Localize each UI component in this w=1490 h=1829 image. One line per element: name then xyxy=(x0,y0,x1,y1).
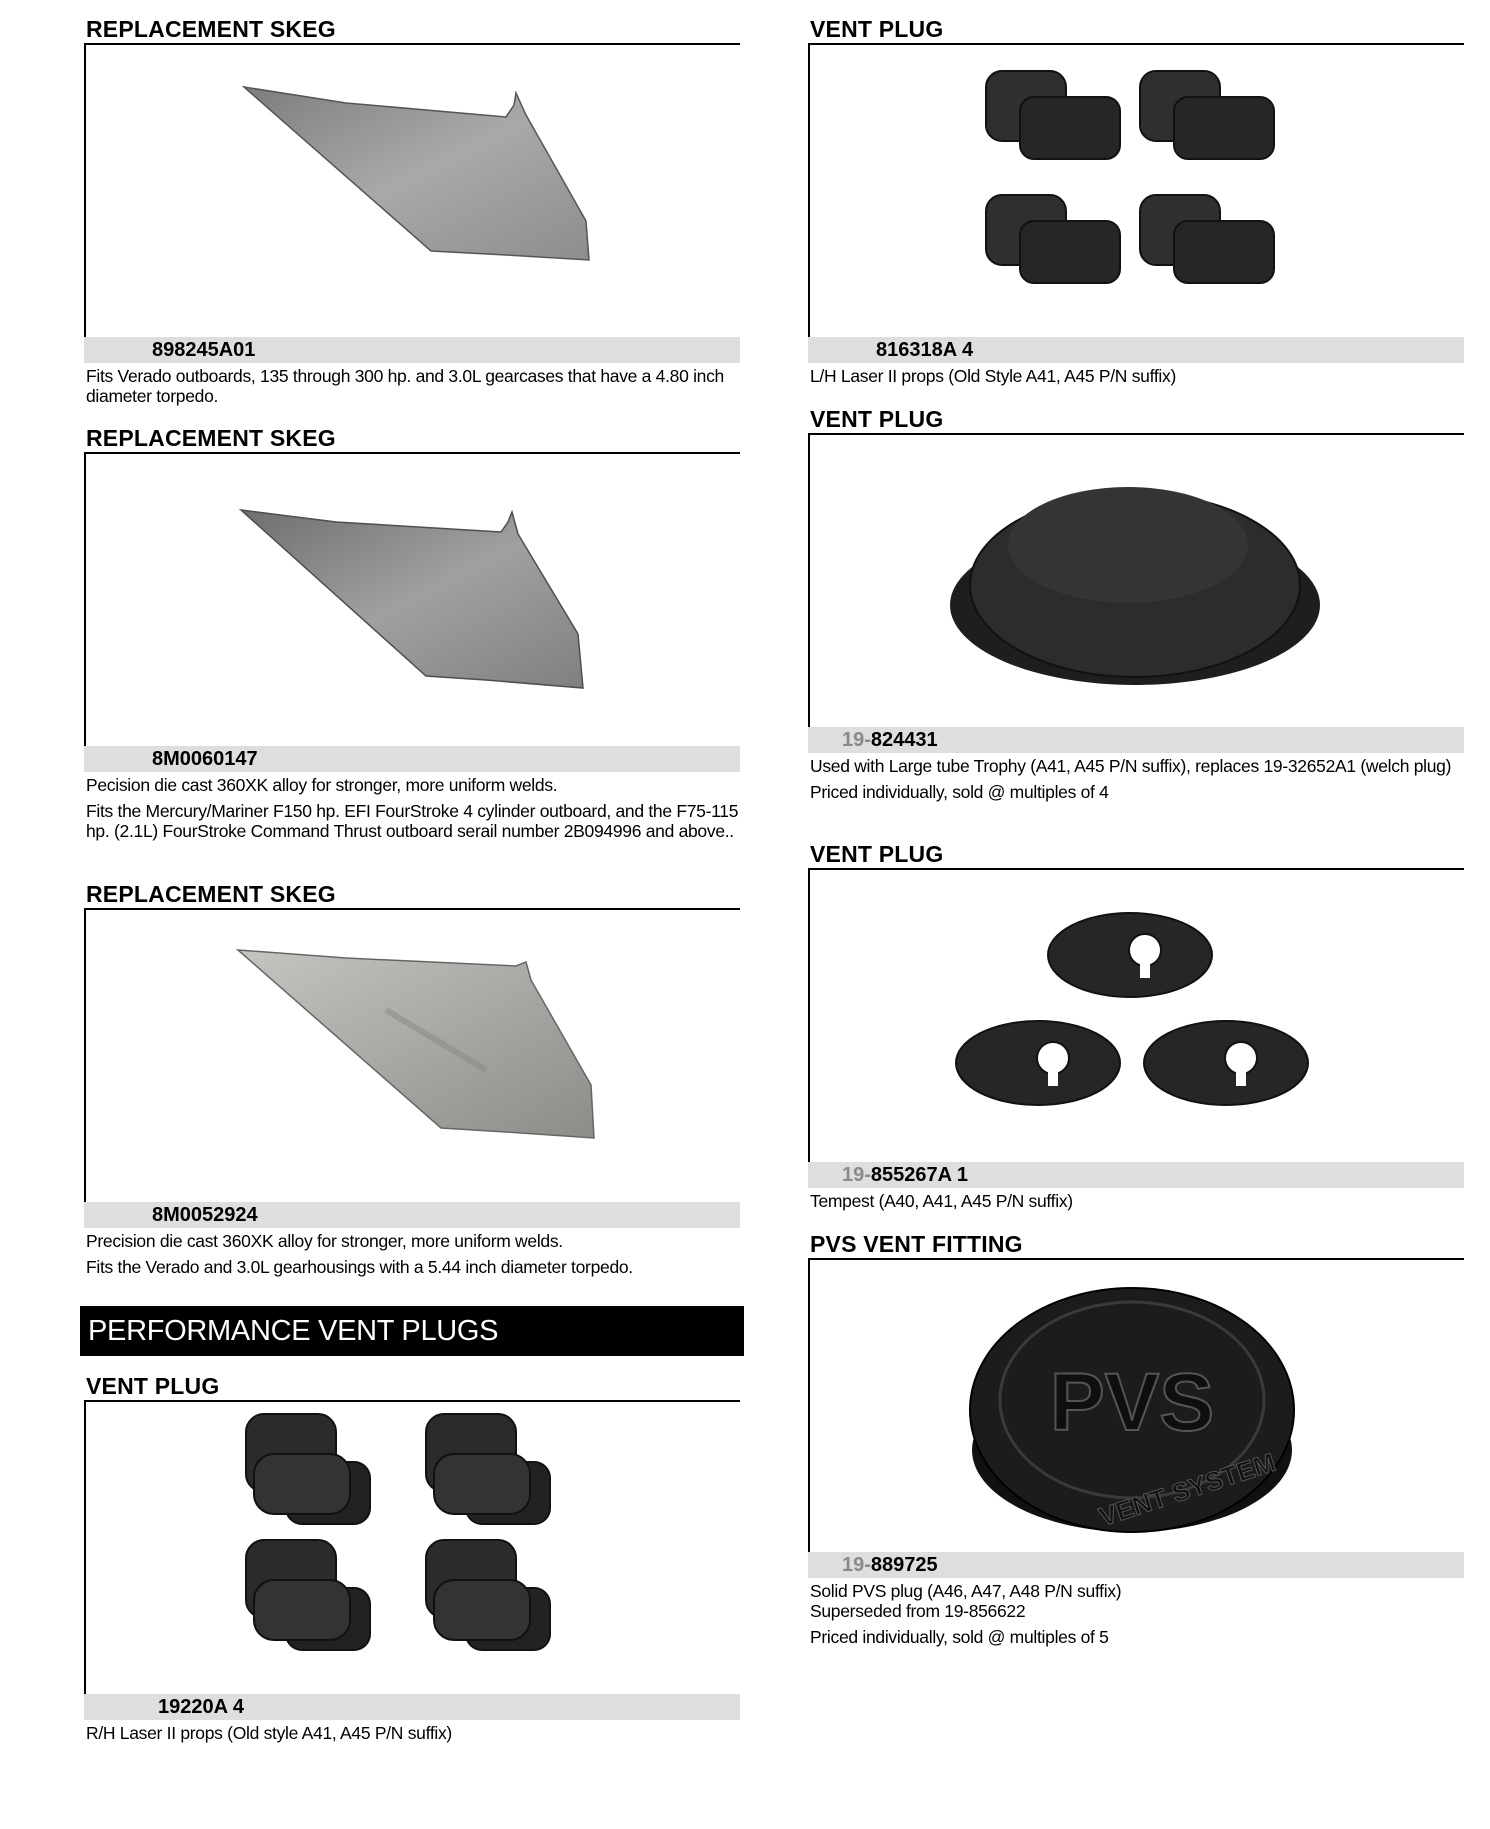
description-line: Tempest (A40, A41, A45 P/N suffix) xyxy=(810,1191,1073,1211)
part-number-bar xyxy=(84,1202,740,1228)
part-number: 19220A 4 xyxy=(158,1696,244,1718)
product-replacement-skeg-3 xyxy=(84,880,740,1283)
product-pvs-vent-fitting xyxy=(808,1230,1464,1653)
product-description xyxy=(84,1231,740,1277)
part-number: 855267A 1 xyxy=(870,1164,969,1186)
vent-plug-set-image xyxy=(810,45,1464,337)
product-title: VENT PLUG xyxy=(808,840,1464,870)
product-replacement-skeg-1 xyxy=(84,15,740,412)
product-image-frame xyxy=(84,45,740,337)
product-image-frame xyxy=(808,435,1464,727)
part-number-prefix: 19- xyxy=(842,1554,871,1576)
product-replacement-skeg-2 xyxy=(84,424,740,847)
product-vent-plug-4 xyxy=(808,840,1464,1217)
description-line: Fits the Verado and 3.0L gearhousings with a 5.44 inch diameter torpedo. xyxy=(86,1257,633,1277)
section-banner: PERFORMANCE VENT PLUGS xyxy=(80,1306,744,1356)
tempest-vent-plug-set-image xyxy=(810,870,1464,1162)
product-title: VENT PLUG xyxy=(808,405,1464,435)
product-title: REPLACEMENT SKEG xyxy=(84,424,740,454)
pvs-logo-text: PVS xyxy=(1049,1357,1215,1448)
description-line: Precision die cast 360XK alloy for stronger, more uniform welds. xyxy=(86,1231,563,1251)
description-line: Pecision die cast 360XK alloy for stronger, more uniform welds. xyxy=(86,775,558,795)
product-image-frame xyxy=(808,1260,1464,1552)
part-number: 816318A 4 xyxy=(876,339,974,361)
part-number: 898245A01 xyxy=(152,339,256,361)
part-number: 8M0060147 xyxy=(152,748,258,770)
product-image-frame xyxy=(84,1402,740,1694)
part-number: 8M0052924 xyxy=(152,1204,258,1226)
part-number-bar xyxy=(808,727,1464,753)
part-number-prefix: 19- xyxy=(842,729,871,751)
product-description xyxy=(84,366,740,406)
part-number: 824431 xyxy=(870,729,938,751)
part-number-bar xyxy=(84,1694,740,1720)
part-number-bar xyxy=(808,1162,1464,1188)
product-title: VENT PLUG xyxy=(84,1372,740,1402)
description-line: Fits the Mercury/Mariner F150 hp. EFI FourStroke 4 cylinder outboard, and the F75-115 hp. (2.1L) FourStroke Command Thrust outboard serail number 2B094996 and above.. xyxy=(86,801,739,841)
skeg-image xyxy=(86,45,740,337)
product-description xyxy=(808,1581,1464,1647)
part-number-bar xyxy=(808,337,1464,363)
product-description xyxy=(84,1723,740,1743)
description-line: Used with Large tube Trophy (A41, A45 P/N suffix), replaces 19-32652A1 (welch plug) xyxy=(810,756,1452,776)
product-image-frame xyxy=(84,910,740,1202)
part-number: 889725 xyxy=(870,1554,938,1576)
part-number-bar xyxy=(808,1552,1464,1578)
part-number-bar xyxy=(84,746,740,772)
product-description xyxy=(808,366,1464,386)
product-vent-plug-1 xyxy=(84,1372,740,1749)
pvs-ring-text: VENT SYSTEM xyxy=(1095,1446,1280,1533)
pvs-plug-image xyxy=(810,1260,1464,1552)
product-vent-plug-2 xyxy=(808,15,1464,392)
description-line: Priced individually, sold @ multiples of 5 xyxy=(810,1627,1109,1647)
description-line: L/H Laser II props (Old Style A41, A45 P/N suffix) xyxy=(810,366,1176,386)
part-number-bar xyxy=(84,337,740,363)
product-description xyxy=(808,756,1464,802)
product-image-frame xyxy=(808,45,1464,337)
product-image-frame xyxy=(808,870,1464,1162)
product-description xyxy=(84,775,740,841)
description-line: Fits Verado outboards, 135 through 300 hp. and 3.0L gearcases that have a 4.80 inch diameter torpedo. xyxy=(86,366,724,406)
skeg-image xyxy=(86,454,740,746)
product-title: REPLACEMENT SKEG xyxy=(84,15,740,45)
round-vent-plug-image xyxy=(810,435,1464,727)
product-title: PVS VENT FITTING xyxy=(808,1230,1464,1260)
description-line: R/H Laser II props (Old style A41, A45 P/N suffix) xyxy=(86,1723,452,1743)
description-line: Priced individually, sold @ multiples of 4 xyxy=(810,782,1109,802)
product-vent-plug-3 xyxy=(808,405,1464,808)
product-title: REPLACEMENT SKEG xyxy=(84,880,740,910)
description-line: Solid PVS plug (A46, A47, A48 P/N suffix) Superseded from 19-856622 xyxy=(810,1581,1122,1621)
product-description xyxy=(808,1191,1464,1211)
skeg-image xyxy=(86,910,740,1202)
product-image-frame xyxy=(84,454,740,746)
vent-plug-set-image xyxy=(86,1402,740,1694)
part-number-prefix: 19- xyxy=(842,1164,871,1186)
product-title: VENT PLUG xyxy=(808,15,1464,45)
